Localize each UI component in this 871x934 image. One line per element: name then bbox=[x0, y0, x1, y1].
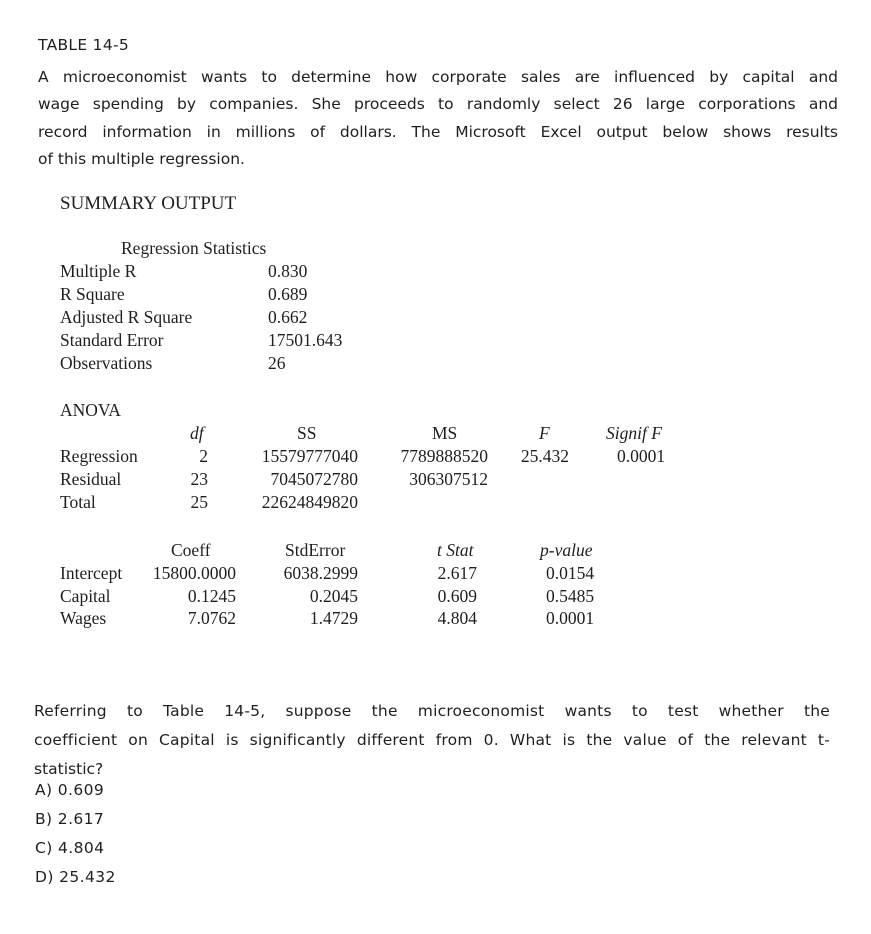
coef-pvalue: 0.0154 bbox=[546, 563, 595, 583]
coef-pvalue: 0.5485 bbox=[546, 586, 595, 606]
summary-title: SUMMARY OUTPUT bbox=[60, 193, 237, 214]
coef-stderr: 1.4729 bbox=[309, 608, 358, 628]
stat-label: Multiple R bbox=[60, 261, 137, 281]
anova-row-label: Total bbox=[60, 492, 96, 512]
anova-signif: 0.0001 bbox=[617, 446, 666, 466]
anova-row-label: Regression bbox=[60, 446, 138, 466]
stat-value: 26 bbox=[268, 353, 286, 373]
coef-tstat: 4.804 bbox=[437, 608, 477, 628]
coef-value: 0.1245 bbox=[187, 586, 236, 606]
answer-option-d[interactable]: D) 25.432 bbox=[35, 868, 116, 886]
anova-header-df: df bbox=[190, 423, 204, 443]
answer-option-c[interactable]: C) 4.804 bbox=[35, 839, 105, 857]
anova-df: 25 bbox=[190, 492, 208, 512]
anova-df: 2 bbox=[199, 446, 208, 466]
stat-label: Standard Error bbox=[60, 330, 164, 350]
anova-ss: 7045072780 bbox=[270, 469, 358, 489]
anova-ss: 22624849820 bbox=[261, 492, 358, 512]
coef-header-stderr: StdError bbox=[285, 540, 346, 560]
anova-ms: 306307512 bbox=[409, 469, 488, 489]
stat-label: R Square bbox=[60, 284, 125, 304]
coef-row-label: Capital bbox=[60, 586, 111, 606]
question-line: Referring to Table 14-5, suppose the microeconomist wants to test whether the bbox=[34, 702, 830, 720]
intro-line: wage spending by companies. She proceeds to randomly select 26 large corporations and bbox=[38, 95, 838, 114]
anova-df: 23 bbox=[190, 469, 208, 489]
answer-option-b[interactable]: B) 2.617 bbox=[35, 810, 105, 828]
anova-title: ANOVA bbox=[60, 400, 121, 420]
coef-row-label: Wages bbox=[60, 608, 107, 628]
anova-ms: 7789888520 bbox=[400, 446, 488, 466]
answer-option-a[interactable]: A) 0.609 bbox=[35, 781, 105, 799]
anova-header-ss: SS bbox=[297, 423, 317, 443]
anova-header-f: F bbox=[539, 423, 550, 443]
regression-statistics-heading: Regression Statistics bbox=[121, 238, 267, 258]
intro-paragraph bbox=[38, 64, 838, 173]
stat-label: Observations bbox=[60, 353, 153, 373]
question-line: coefficient on Capital is significantly different from 0. What is the value of the relevant t- bbox=[34, 731, 830, 749]
stat-value: 17501.643 bbox=[268, 330, 343, 350]
coef-value: 15800.0000 bbox=[152, 563, 236, 583]
anova-f: 25.432 bbox=[520, 446, 569, 466]
anova-ss: 15579777040 bbox=[261, 446, 358, 466]
intro-line: record information in millions of dollars. The Microsoft Excel output below shows results bbox=[38, 122, 838, 141]
intro-line: of this multiple regression. bbox=[38, 149, 245, 168]
question-text bbox=[34, 697, 830, 784]
coef-stderr: 0.2045 bbox=[309, 586, 358, 606]
anova-header-signif: Signif F bbox=[606, 423, 662, 443]
coef-pvalue: 0.0001 bbox=[546, 608, 595, 628]
table-title: TABLE 14-5 bbox=[38, 36, 130, 54]
coef-row-label: Intercept bbox=[60, 563, 123, 583]
stat-label: Adjusted R Square bbox=[60, 307, 193, 327]
coef-tstat: 2.617 bbox=[437, 563, 477, 583]
anova-row-label: Residual bbox=[60, 469, 122, 489]
coef-header-tstat: t Stat bbox=[437, 540, 474, 560]
coef-tstat: 0.609 bbox=[437, 586, 477, 606]
question-line: statistic? bbox=[34, 760, 104, 778]
anova-header-ms: MS bbox=[432, 423, 458, 443]
coef-header-coeff: Coeff bbox=[171, 540, 211, 560]
intro-line: A microeconomist wants to determine how corporate sales are influenced by capital and bbox=[38, 68, 838, 86]
stat-value: 0.689 bbox=[268, 284, 308, 304]
stat-value: 0.830 bbox=[268, 261, 308, 281]
coef-value: 7.0762 bbox=[187, 608, 236, 628]
coef-header-pvalue: p-value bbox=[540, 540, 593, 560]
coef-stderr: 6038.2999 bbox=[283, 563, 358, 583]
stat-value: 0.662 bbox=[268, 307, 308, 327]
